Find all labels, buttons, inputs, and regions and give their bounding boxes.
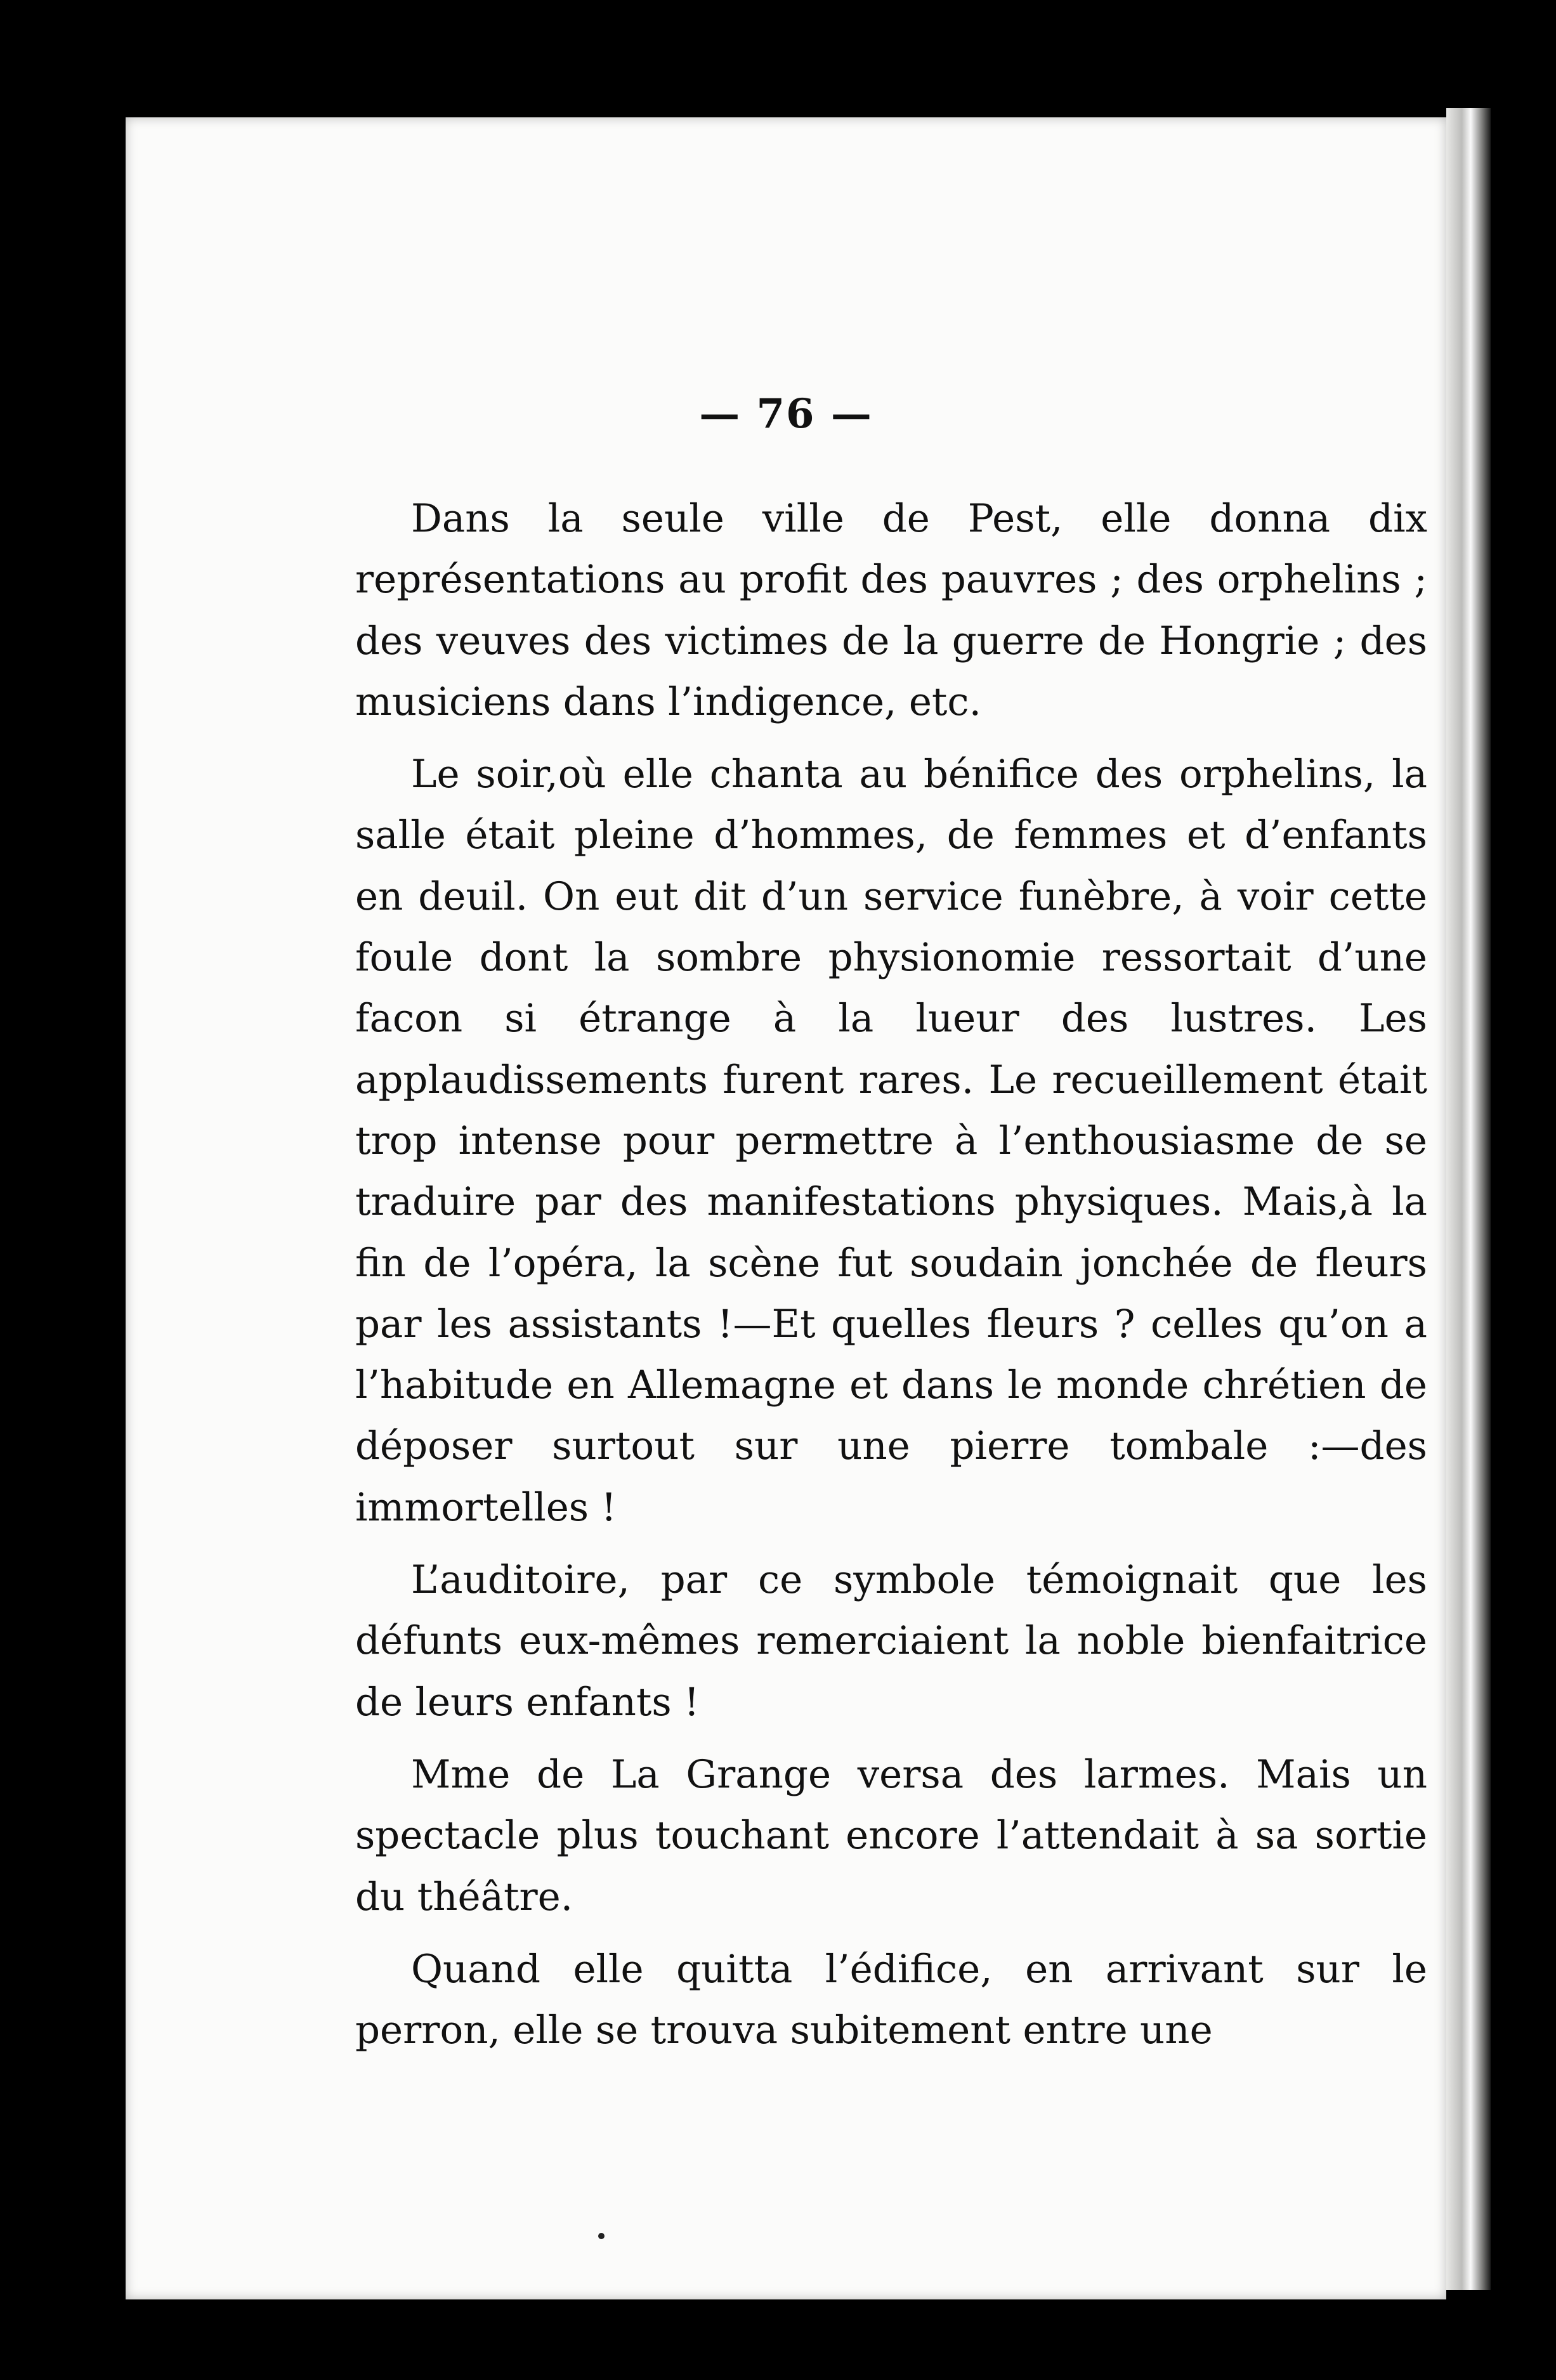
book-page (126, 117, 1446, 2299)
paragraph-2: Le soir,où elle chanta au bénifice des orphelins, la salle était pleine d’hommes, de femmes et d’enfants en deuil. On eut dit d’un service funèbre, à voir cette foule dont la sombre physionomie ressortait d’une facon si étrange à la lueur des lustres. Les applaudissements furent rares. Le recueillement était trop intense pour permettre à l’enthousiasme de se traduire par des manifestations physiques. Mais,à la fin de l’opéra, la scène fut soudain jonchée de fleurs par les assistants !—Et quelles fleurs ? celles qu’on a l’habitude en Allemagne et dans le monde chrétien de déposer surtout sur une pierre tombale :—des immortelles ! (355, 752, 1427, 1530)
page-edge-shadow (1446, 108, 1491, 2290)
paragraph-1: Dans la seule ville de Pest, elle donna dix représentations au profit des pauvres ; des orphelins ; des veuves des victimes de la guerre de Hongrie ; des musiciens dans l’indigence, etc. (355, 496, 1427, 724)
body-text (355, 488, 1427, 2061)
paragraph-4: Mme de La Grange versa des larmes. Mais un spectacle plus touchant encore l’attendait à sa sortie du théâtre. (355, 1751, 1427, 1919)
paragraph-3: L’auditoire, par ce symbole témoignait que les défunts eux-mêmes remerciaient la noble bienfaitrice de leurs enfants ! (355, 1557, 1427, 1725)
page-number: — 76 — (699, 390, 873, 438)
ink-speck (598, 2233, 605, 2239)
paragraph-5: Quand elle quitta l’édifice, en arrivant sur le perron, elle se trouva subitement entre une (355, 1946, 1427, 2053)
